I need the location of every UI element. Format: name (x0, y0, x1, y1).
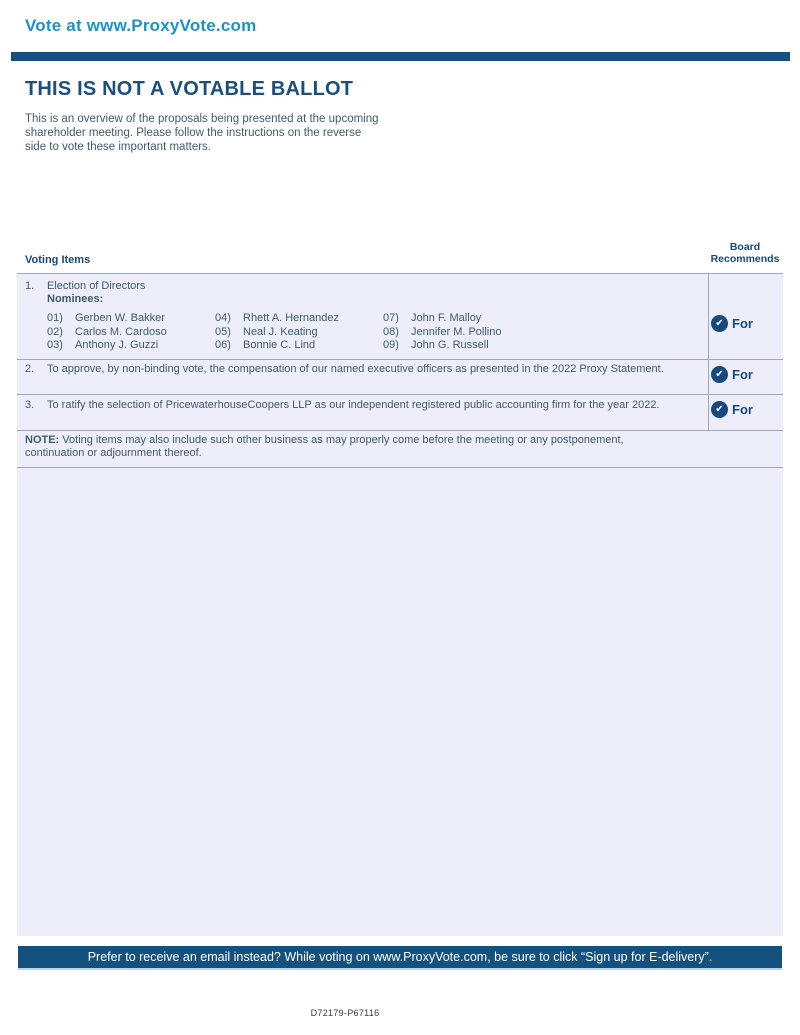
item-1-number: 1. (25, 280, 35, 292)
nominees-label: Nominees: (47, 293, 104, 305)
nominee-name: John F. Malloy (411, 312, 482, 324)
nominee-item: 04) Rhett A. Hernandez (215, 312, 340, 324)
nominee-name: Carlos M. Cardoso (75, 325, 167, 338)
nominee-item: 08) Jennifer M. Pollino (383, 325, 502, 338)
page-title: THIS IS NOT A VOTABLE BALLOT (25, 78, 354, 100)
item-1-text: Election of Directors (47, 280, 146, 292)
check-icon: ✔ (711, 366, 728, 383)
nominee-item: 09) John G. Russell (383, 339, 489, 351)
recommendation-label: For (732, 367, 753, 382)
board-recommends-header (707, 242, 783, 265)
item-2-text: To approve, by non-binding vote, the compensation of our named executive officers as presented in the 2022 Proxy Statement. (47, 363, 664, 375)
nominee-name: Jennifer M. Pollino (411, 325, 502, 338)
nominee-name: Bonnie C. Lind (243, 339, 316, 351)
note-paragraph (25, 434, 685, 460)
recommendation-label: For (732, 316, 753, 331)
nominee-item: 02) Carlos M. Cardoso (47, 325, 167, 338)
item-3-number: 3. (25, 399, 35, 411)
document-code: D72179-P67116 (310, 1008, 380, 1018)
board-recommendation-item-2 (711, 366, 753, 383)
nominee-name: Gerben W. Bakker (75, 312, 165, 324)
table-line-row1-bottom (17, 359, 783, 360)
header-divider-bar (11, 52, 790, 61)
item-3-text: To ratify the selection of PricewaterhouseCoopers LLP as our independent registered public accounting firm for the year 2022. (47, 399, 660, 411)
intro-paragraph: This is an overview of the proposals being presented at the upcoming shareholder meeting. Please follow the instructions on the reverse side to vote these important matters. (25, 113, 379, 153)
nominee-item: 05) Neal J. Keating (215, 325, 318, 338)
nominees-list (47, 312, 502, 353)
nominee-name: John G. Russell (411, 339, 489, 351)
table-line-row2-bottom (17, 394, 783, 395)
nominee-item: 06) Bonnie C. Lind (215, 339, 316, 351)
nominee-item: 07) John F. Malloy (383, 312, 482, 324)
board-recommendation-item-3 (711, 401, 753, 418)
table-line-note-bottom (17, 467, 783, 468)
edelivery-banner-text: Prefer to receive an email instead? While voting on www.ProxyVote.com, be sure to click “Sign up for E-delivery”. (87, 950, 713, 964)
board-recommends-line1: Board (729, 241, 761, 253)
item-2-number: 2. (25, 363, 35, 375)
note-label: NOTE: (25, 434, 60, 446)
table-column-divider (708, 273, 709, 430)
nominee-name: Anthony J. Guzzi (75, 339, 159, 351)
nominee-name: Neal J. Keating (243, 325, 318, 338)
nominee-name: Rhett A. Hernandez (243, 312, 340, 324)
nominee-item: 03) Anthony J. Guzzi (47, 339, 159, 351)
edelivery-banner (18, 946, 782, 970)
table-line-top (17, 273, 783, 274)
proxyvote-url-link[interactable]: Vote at www.ProxyVote.com (25, 16, 257, 35)
nominee-item: 01) Gerben W. Bakker (47, 312, 165, 324)
board-recommendation-item-1 (711, 315, 753, 332)
voting-items-header: Voting Items (25, 254, 91, 266)
check-icon: ✔ (711, 401, 728, 418)
check-icon: ✔ (711, 315, 728, 332)
recommendation-label: For (732, 402, 753, 417)
note-text: Voting items may also include such other business as may properly come before the meeting or any postponement, continuation or adjournment thereof. (25, 434, 624, 459)
board-recommends-line2: Recommends (710, 252, 780, 265)
table-line-row3-bottom (17, 430, 783, 431)
